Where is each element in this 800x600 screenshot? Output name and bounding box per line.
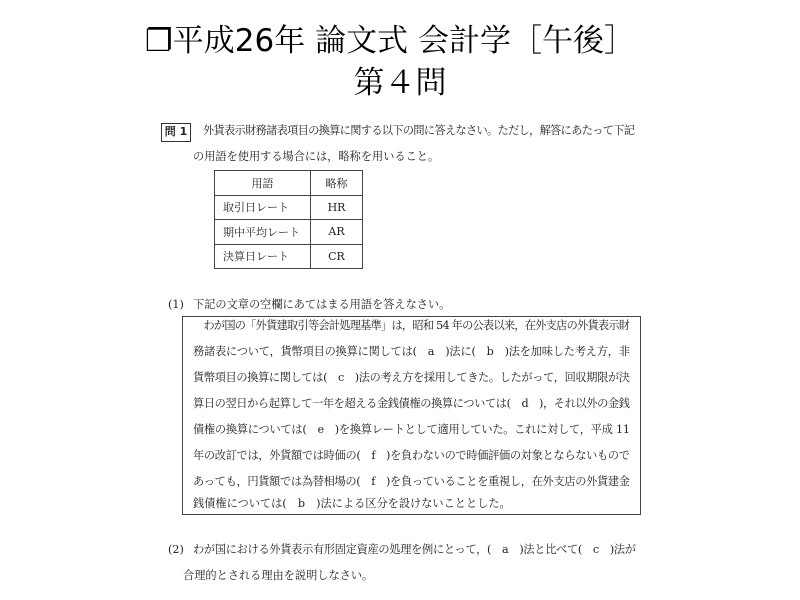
sub2-line: わが国における外貨表示有形固定資産の処理を例にとって，( a )法と比べて( c )法が — [193, 543, 636, 556]
sub2-label: (2) — [168, 543, 184, 556]
table-cell: HR — [311, 195, 363, 220]
slide-subtitle: 第４問 — [353, 65, 447, 101]
sub2-line: 合理的とされる理由を説明しなさい。 — [183, 569, 374, 582]
table-cell: 取引日レート — [215, 195, 311, 220]
slide-title: ❐平成26年 論文式 会計学［午後］ — [145, 23, 635, 59]
abbreviation-table — [214, 170, 363, 269]
passage-line: 債権の換算については( e )を換算レートとして適用していた。これに対して，平成 11 — [193, 423, 630, 436]
passage-line: 貨幣項目の換算に関しては( c )法の考え方を採用してきた。したがって，回収期限が決 — [193, 371, 630, 384]
passage-line: あっても，円貨額では為替相場の( f )を負っていることを重視し，在外支店の外貨建金 — [193, 475, 630, 488]
table-cell: CR — [311, 244, 363, 269]
passage-line: 年の改訂では，外貨額では時価の( f )を負わないので時価評価の対象とならないもので — [193, 449, 630, 462]
table-cell: AR — [311, 220, 363, 245]
table-header: 略称 — [311, 171, 363, 196]
question-intro-line: 外貨表示財務諸表項目の換算に関する以下の問に答えなさい。ただし，解答にあたって下記 — [203, 124, 635, 137]
passage-line: 務諸表について，貨幣項目の換算に関しては( a )法に( b )法を加味した考え方，非 — [193, 345, 630, 358]
passage-line: 銭債権については( b )法による区分を設けないこととした。 — [193, 497, 511, 510]
table-cell: 期中平均レート — [215, 220, 311, 245]
sub1-text: 下記の文章の空欄にあてはまる用語を答えなさい。 — [193, 298, 451, 311]
question-label: 問 1 — [161, 123, 191, 142]
passage-line: 算日の翌日から起算して一年を超える金銭債権の換算については( d )，それ以外の金銭 — [193, 397, 630, 410]
passage-line: わが国の「外貨建取引等会計処理基準」は，昭和 54 年の公表以来，在外支店の外貨表示財 — [193, 319, 630, 332]
sub1-label: (1) — [168, 298, 184, 311]
table-cell: 決算日レート — [215, 244, 311, 269]
table-header: 用語 — [215, 171, 311, 196]
question-intro-line: の用語を使用する場合には，略称を用いること。 — [193, 150, 440, 163]
